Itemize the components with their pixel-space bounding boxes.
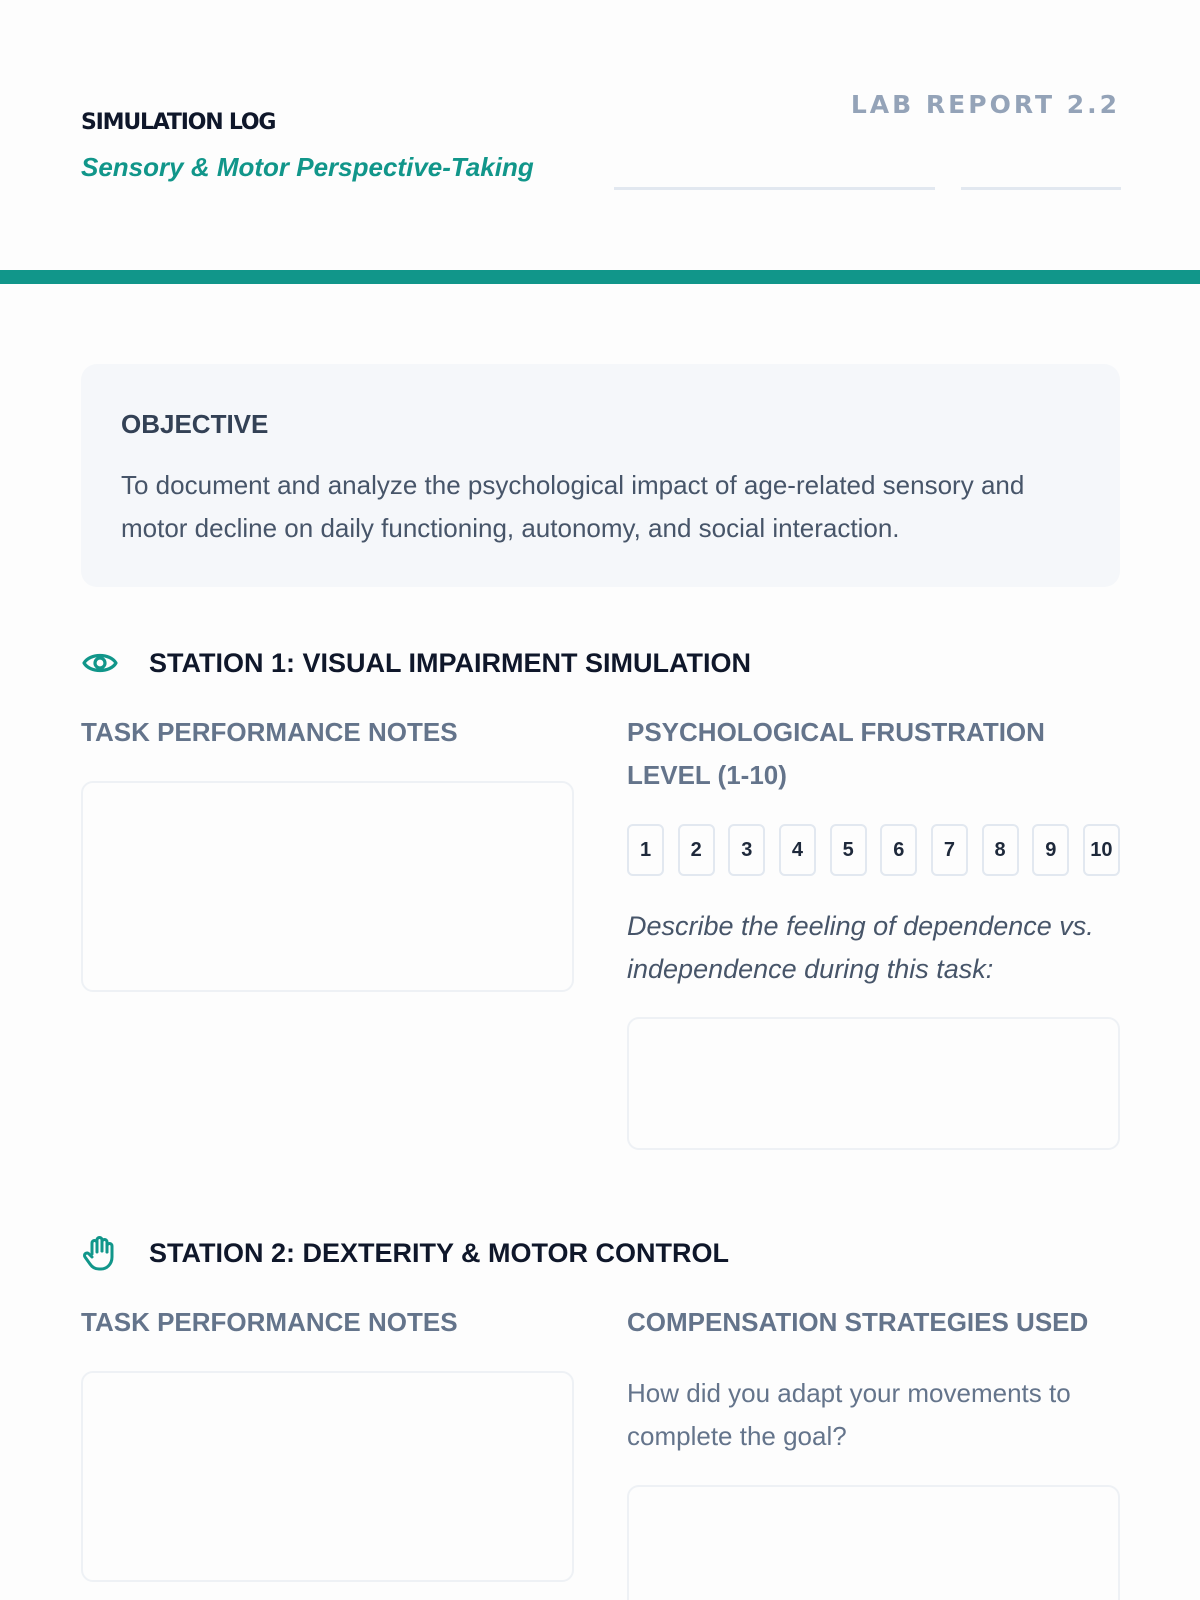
strategies-label: COMPENSATION STRATEGIES USED — [627, 1307, 1089, 1337]
strategies-response-box[interactable] — [627, 1485, 1120, 1600]
frustration-option[interactable]: 9 — [1032, 824, 1069, 876]
station-2-heading — [81, 1235, 729, 1271]
header-divider — [0, 270, 1200, 284]
frustration-option[interactable]: 6 — [880, 824, 917, 876]
frustration-option[interactable]: 8 — [982, 824, 1019, 876]
frustration-option[interactable]: 2 — [678, 824, 715, 876]
document-subtitle: Sensory & Motor Perspective-Taking — [81, 152, 534, 182]
strategies-prompt: How did you adapt your movements to complete the goal? — [627, 1378, 1071, 1451]
dependence-prompt: Describe the feeling of dependence vs. independence during this task: — [627, 911, 1094, 984]
station-2-title: STATION 2: DEXTERITY & MOTOR CONTROL — [149, 1237, 730, 1268]
frustration-option[interactable]: 5 — [830, 824, 867, 876]
station-2-notes-box[interactable] — [81, 1371, 574, 1582]
document-title: SIMULATION LOG — [81, 110, 276, 135]
objective-heading: OBJECTIVE — [121, 409, 269, 439]
frustration-label: PSYCHOLOGICAL FRUSTRATION LEVEL (1-10) — [627, 717, 1045, 790]
eye-icon — [81, 644, 119, 682]
station-1-notes-box[interactable] — [81, 781, 574, 992]
frustration-option[interactable]: 1 — [627, 824, 664, 876]
station-1-title: STATION 1: VISUAL IMPAIRMENT SIMULATION — [149, 647, 751, 678]
header — [81, 90, 1120, 200]
station-1-notes-label: TASK PERFORMANCE NOTES — [81, 717, 458, 747]
frustration-option[interactable]: 7 — [931, 824, 968, 876]
station-2-notes-label: TASK PERFORMANCE NOTES — [81, 1307, 458, 1337]
date-field-line[interactable] — [961, 187, 1121, 190]
dependence-response-box[interactable] — [627, 1017, 1120, 1150]
name-field-line[interactable] — [614, 187, 935, 190]
station-1-heading — [81, 645, 751, 681]
report-label: LAB REPORT 2.2 — [850, 90, 1120, 119]
objective-text: To document and analyze the psychological impact of age-related sensory and motor decline on daily functioning, autonomy, and social interaction. — [121, 470, 1025, 543]
frustration-option[interactable]: 10 — [1083, 824, 1120, 876]
objective-panel — [81, 364, 1120, 587]
hand-icon — [81, 1234, 119, 1272]
frustration-scale — [627, 824, 1120, 878]
frustration-option[interactable]: 3 — [728, 824, 765, 876]
frustration-option[interactable]: 4 — [779, 824, 816, 876]
